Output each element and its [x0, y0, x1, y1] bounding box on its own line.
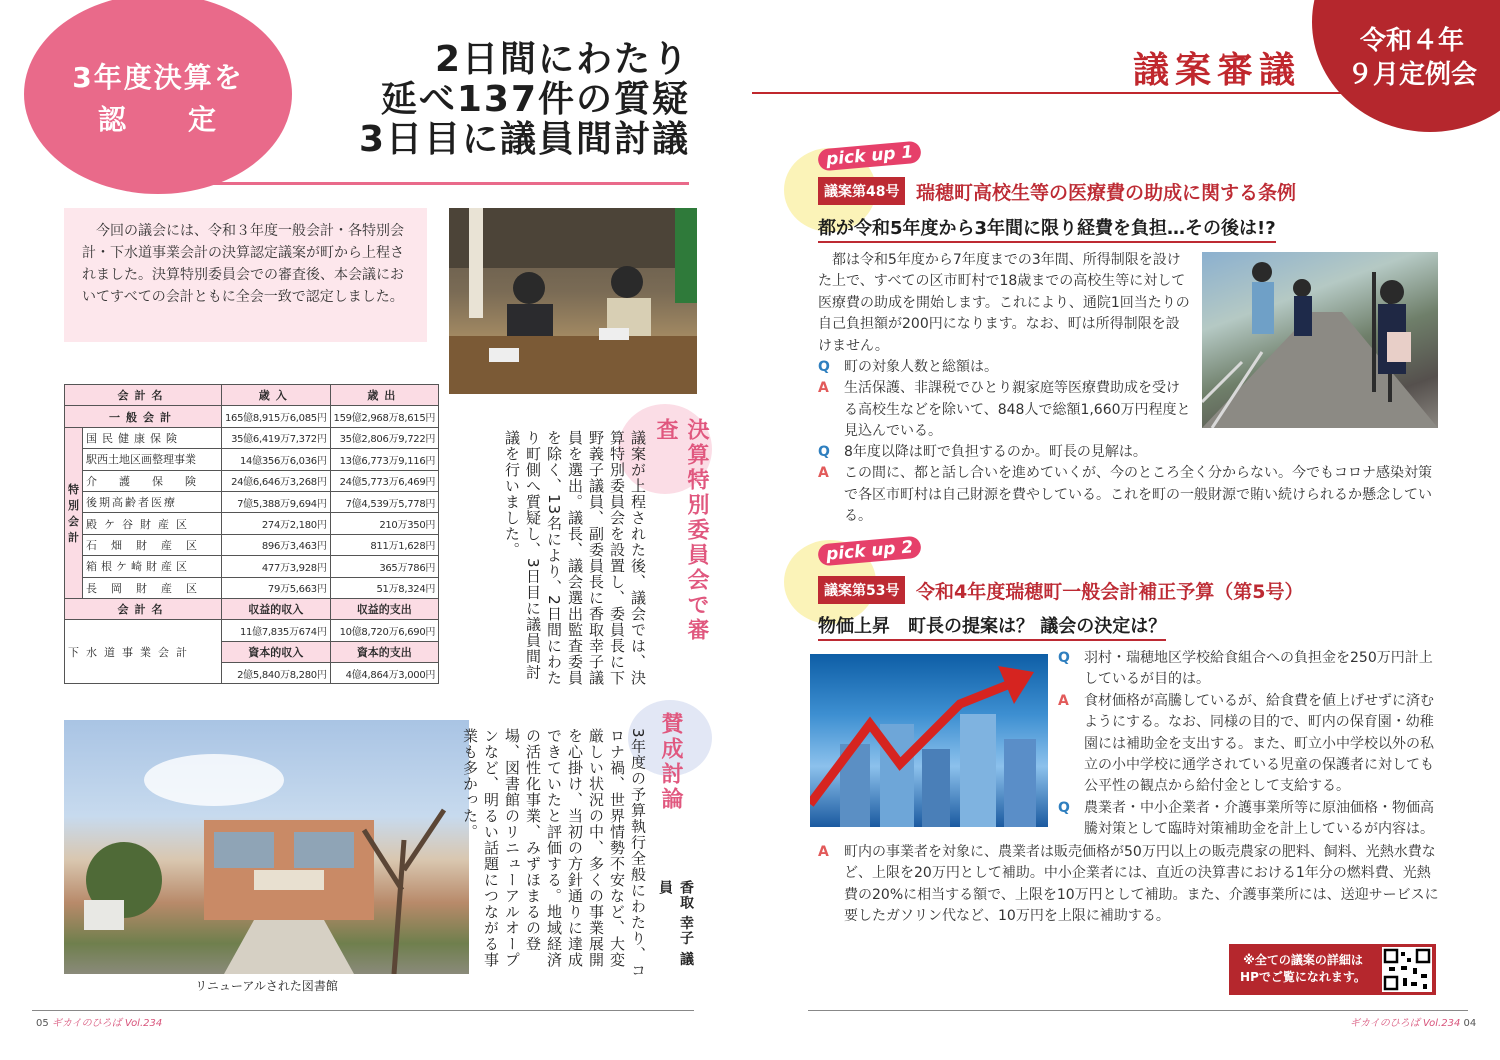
- table-row-expense: 51万8,324円: [330, 577, 439, 598]
- table-row-name: 石畑財産区: [83, 534, 222, 555]
- qa-item: [1058, 691, 1440, 798]
- table-row-expense: 210万350円: [330, 513, 439, 534]
- right-volume: Vol.234: [1422, 1018, 1461, 1029]
- a-marker: A: [818, 380, 829, 397]
- committee-meeting-photo: [449, 208, 697, 394]
- hp-notice-text: [1233, 952, 1373, 986]
- bill53-subtitle: 物価上昇 町長の提案は？ 議会の決定は？: [818, 612, 1166, 641]
- qa-text: 農業者・中小企業者・介護事業所等に原油価格・物価高騰対策として臨時対策補助金を計上しているが内容は。: [1084, 799, 1434, 838]
- library-illustration: [64, 720, 469, 974]
- debate-body: 3年度の予算執行全般にわたり、コロナ禍、世界情勢不安など、大変厳しい状況の中、多くの事業展開を心掛け、当初の方針通りに達成できていたと評価する。地域経済の活性化事業、みずほまるの登場、図書館のリニューアルオープンなど、明るい話題につながる事業も多かった。: [461, 728, 647, 979]
- table-row-income: 274万2,180円: [222, 513, 331, 534]
- qa-item: [818, 463, 1438, 527]
- table-row-expense: 811万1,628円: [330, 534, 439, 555]
- special-accounts-label: 特 別 会 計: [65, 427, 83, 598]
- sewer-col-header-expense: 収益的支出: [330, 598, 439, 619]
- students-illustration: [1202, 252, 1438, 428]
- table-row-expense: 35億2,806万9,722円: [330, 427, 439, 448]
- table-row-name: 国民健康保険: [83, 427, 222, 448]
- qa-item: [818, 378, 1192, 442]
- rising-prices-photo: [810, 654, 1048, 827]
- q-marker: Q: [818, 444, 830, 460]
- qa-item: [818, 842, 1440, 928]
- students-photo: [1202, 252, 1438, 428]
- table-row-income: 79万5,663円: [222, 577, 331, 598]
- table-row-income: 14億356万6,036円: [222, 449, 331, 470]
- qa-item: [1058, 798, 1440, 841]
- qa-text: 食材価格が高騰しているが、給食費を値上げせずに済むようにする。なお、同様の目的で、町内の保育園・幼稚園には補助金を支出する。また、町立小中学校以外の私立の小中学校に通学されている児童の保護者に対しても公平性の観点から給付金として支給する。: [1084, 692, 1434, 795]
- table-row-income: 896万3,463円: [222, 534, 331, 555]
- headline-line1: 2日間にわたり: [434, 39, 690, 80]
- sewer-revenue-expense: 10億8,720万6,690円: [330, 620, 439, 641]
- settlement-badge: [24, 0, 292, 194]
- sewer-capital-income: 2億5,840万8,280円: [222, 663, 331, 684]
- budget-table: [64, 384, 439, 684]
- intro-text: 今回の議会には、令和３年度一般会計・各特別会計・下水道事業会計の決算認定議案が町から上程されました。決算特別委員会での審査後、本会議においてすべての会計ともに全会一致で認定しました。: [64, 208, 427, 342]
- a-marker: A: [1058, 692, 1069, 709]
- left-page-number: 05: [36, 1018, 49, 1029]
- table-row-expense: 7億4,539万5,778円: [330, 491, 439, 512]
- qa-text: 羽村・瑞穂地区学校給食組合への負担金を250万円計上しているが目的は。: [1084, 650, 1433, 688]
- pickup1-label: pick up 1: [817, 141, 922, 172]
- qa-text: 町内の事業者を対象に、農業者は販売価格が50万円以上の販売農家の肥料、飼料、光熱水費など、上限を20万円として補助。中小企業者には、直近の決算書における1年分の燃料費、光熱費の20%に相当する額で、上限を10万円として補助。また、介護事業所には、送迎サービスに要したガソリン代など、10万円を上限に補助する。: [844, 844, 1439, 925]
- table-row-name: 駅西土地区画整理事業: [83, 449, 222, 470]
- qa-item: [818, 357, 1192, 378]
- qr-pattern: [1382, 947, 1432, 992]
- bill53-tag: 議案第53号: [818, 576, 905, 604]
- col-header-expense: 歳出: [330, 385, 439, 406]
- sewer-col-header-account: 会計名: [65, 598, 222, 619]
- settlement-badge-line2: 認 定: [97, 103, 218, 136]
- q-marker: Q: [1058, 650, 1070, 666]
- qa-text: 8年度以降は町で負担するのか。町長の見解は。: [844, 444, 1147, 460]
- bill53-title: 令和4年度瑞穂町一般会計補正予算（第5号）: [916, 581, 1304, 603]
- headline-divider: [205, 182, 689, 185]
- debate-title: 賛成討論: [658, 712, 683, 812]
- sewer-capital-expense: 4億4,864万3,000円: [330, 663, 439, 684]
- table-row-expense: 13億6,773万9,116円: [330, 449, 439, 470]
- table-row-income: 477万3,928円: [222, 556, 331, 577]
- table-row-name: 後期高齢者医療: [83, 491, 222, 512]
- bill48-title: 瑞穂町高校生等の医療費の助成に関する条例: [916, 182, 1297, 204]
- general-account-name: 一般会計: [65, 406, 222, 427]
- committee-body: 議案が上程された後、議会では、決算特別委員会を設置し、委員長に下野義子議員、副委員長に香取幸子議員を選出。議長、議会選出監査委員を除く、13名により、2日間にわたり町側へ質疑し、3日目に議員間討議を行いました。: [503, 430, 647, 686]
- qa-item: [818, 442, 1438, 463]
- col-header-income: 歳入: [222, 385, 331, 406]
- qa-text: この間に、都と話し合いを進めていくが、今のところ全く分からない。今でもコロナ感染対策で各区市町村は自己財源を費やしている。これを町の一般財源で賄い続けられるか懸念している。: [844, 465, 1432, 525]
- hp-notice-line1: ※全ての議案の詳細は: [1243, 953, 1363, 967]
- q-marker: Q: [1058, 799, 1070, 816]
- a-marker: A: [818, 465, 829, 482]
- pickup2-label: pick up 2: [817, 536, 922, 567]
- hp-notice-line2: HPでご覧になれます。: [1240, 970, 1366, 984]
- col-header-account: 会計名: [65, 385, 222, 406]
- settlement-badge-line1: 3年度決算を: [72, 61, 244, 94]
- bill48-qa-top: [818, 357, 1192, 443]
- sewer-account-name: 下水道事業会計: [65, 620, 222, 684]
- library-photo: [64, 720, 469, 974]
- rising-arrow-illustration: [810, 654, 1048, 827]
- general-expense: 159億2,968万8,615円: [330, 406, 439, 427]
- right-footer-rule: [808, 1010, 1468, 1011]
- bill53-qa-top: [1058, 648, 1440, 841]
- bill53-qa-bottom: [818, 842, 1440, 928]
- a-marker: A: [818, 844, 829, 860]
- right-page-number: 04: [1463, 1018, 1477, 1029]
- table-row-income: 24億6,646万3,268円: [222, 470, 331, 491]
- session-badge-line1: 令和４年: [1359, 26, 1464, 56]
- table-row-name: 箱根ケ崎財産区: [83, 556, 222, 577]
- left-footer-rule: [32, 1010, 694, 1011]
- qr-code-icon[interactable]: [1382, 947, 1432, 992]
- sewer-col-header-income: 収益的収入: [222, 598, 331, 619]
- qa-item: [1058, 648, 1440, 691]
- left-folio: [36, 1014, 162, 1029]
- bill48-body: 都は令和5年度から7年度までの3年間、所得制限を設けた上で、すべての区市町村で18歳までの高校生等に対して医療費の助成を開始します。これにより、通院1回当たりの自己負担額が200円になります。なお、町は所得制限を設けません。: [818, 252, 1190, 354]
- sewer-revenue-income: 11億7,835万674円: [222, 620, 331, 641]
- general-income: 165億8,915万6,085円: [222, 406, 331, 427]
- committee-title: 決算特別委員会で審査: [653, 418, 709, 643]
- qa-text: 町の対象人数と総額は。: [844, 359, 998, 375]
- section-title: 議案審議: [1133, 50, 1302, 91]
- table-row-name: 長岡財産区: [83, 577, 222, 598]
- table-row-name: 介護保険: [83, 470, 222, 491]
- table-row-income: 35億6,419万7,372円: [222, 427, 331, 448]
- sewer-capital-income-header: 資本的収入: [222, 641, 331, 662]
- right-magazine-name: ギカイのひろば: [1350, 1018, 1420, 1029]
- bill48-tag: 議案第48号: [818, 177, 905, 205]
- sewer-capital-expense-header: 資本的支出: [330, 641, 439, 662]
- meeting-illustration: [449, 208, 697, 394]
- debate-speaker: 香取 幸子 議員: [657, 880, 694, 967]
- left-volume: Vol.234: [124, 1018, 163, 1029]
- library-caption: リニューアルされた図書館: [195, 979, 338, 993]
- table-row-name: 殿ケ谷財産区: [83, 513, 222, 534]
- bill48-subtitle: 都が令和5年度から3年間に限り経費を負担…その後は!?: [818, 214, 1276, 243]
- session-badge: [1312, 0, 1500, 132]
- left-magazine-name: ギカイのひろば: [51, 1018, 122, 1029]
- q-marker: Q: [818, 359, 830, 375]
- table-row-income: 7億5,388万9,694円: [222, 491, 331, 512]
- table-row-expense: 365万786円: [330, 556, 439, 577]
- headline-line2: 延べ137件の質疑: [380, 79, 690, 120]
- right-folio: [1350, 1014, 1476, 1029]
- qa-text: 生活保護、非課税でひとり親家庭等医療費助成を受ける高校生などを除いて、848人で総額1,660万円程度と見込んでいる。: [844, 380, 1191, 440]
- table-row-expense: 24億5,773万6,469円: [330, 470, 439, 491]
- headline-line3: 3日目に議員間討議: [358, 119, 690, 160]
- session-badge-line2: ９月定例会: [1346, 60, 1477, 90]
- bill48-qa-bottom: [818, 442, 1438, 528]
